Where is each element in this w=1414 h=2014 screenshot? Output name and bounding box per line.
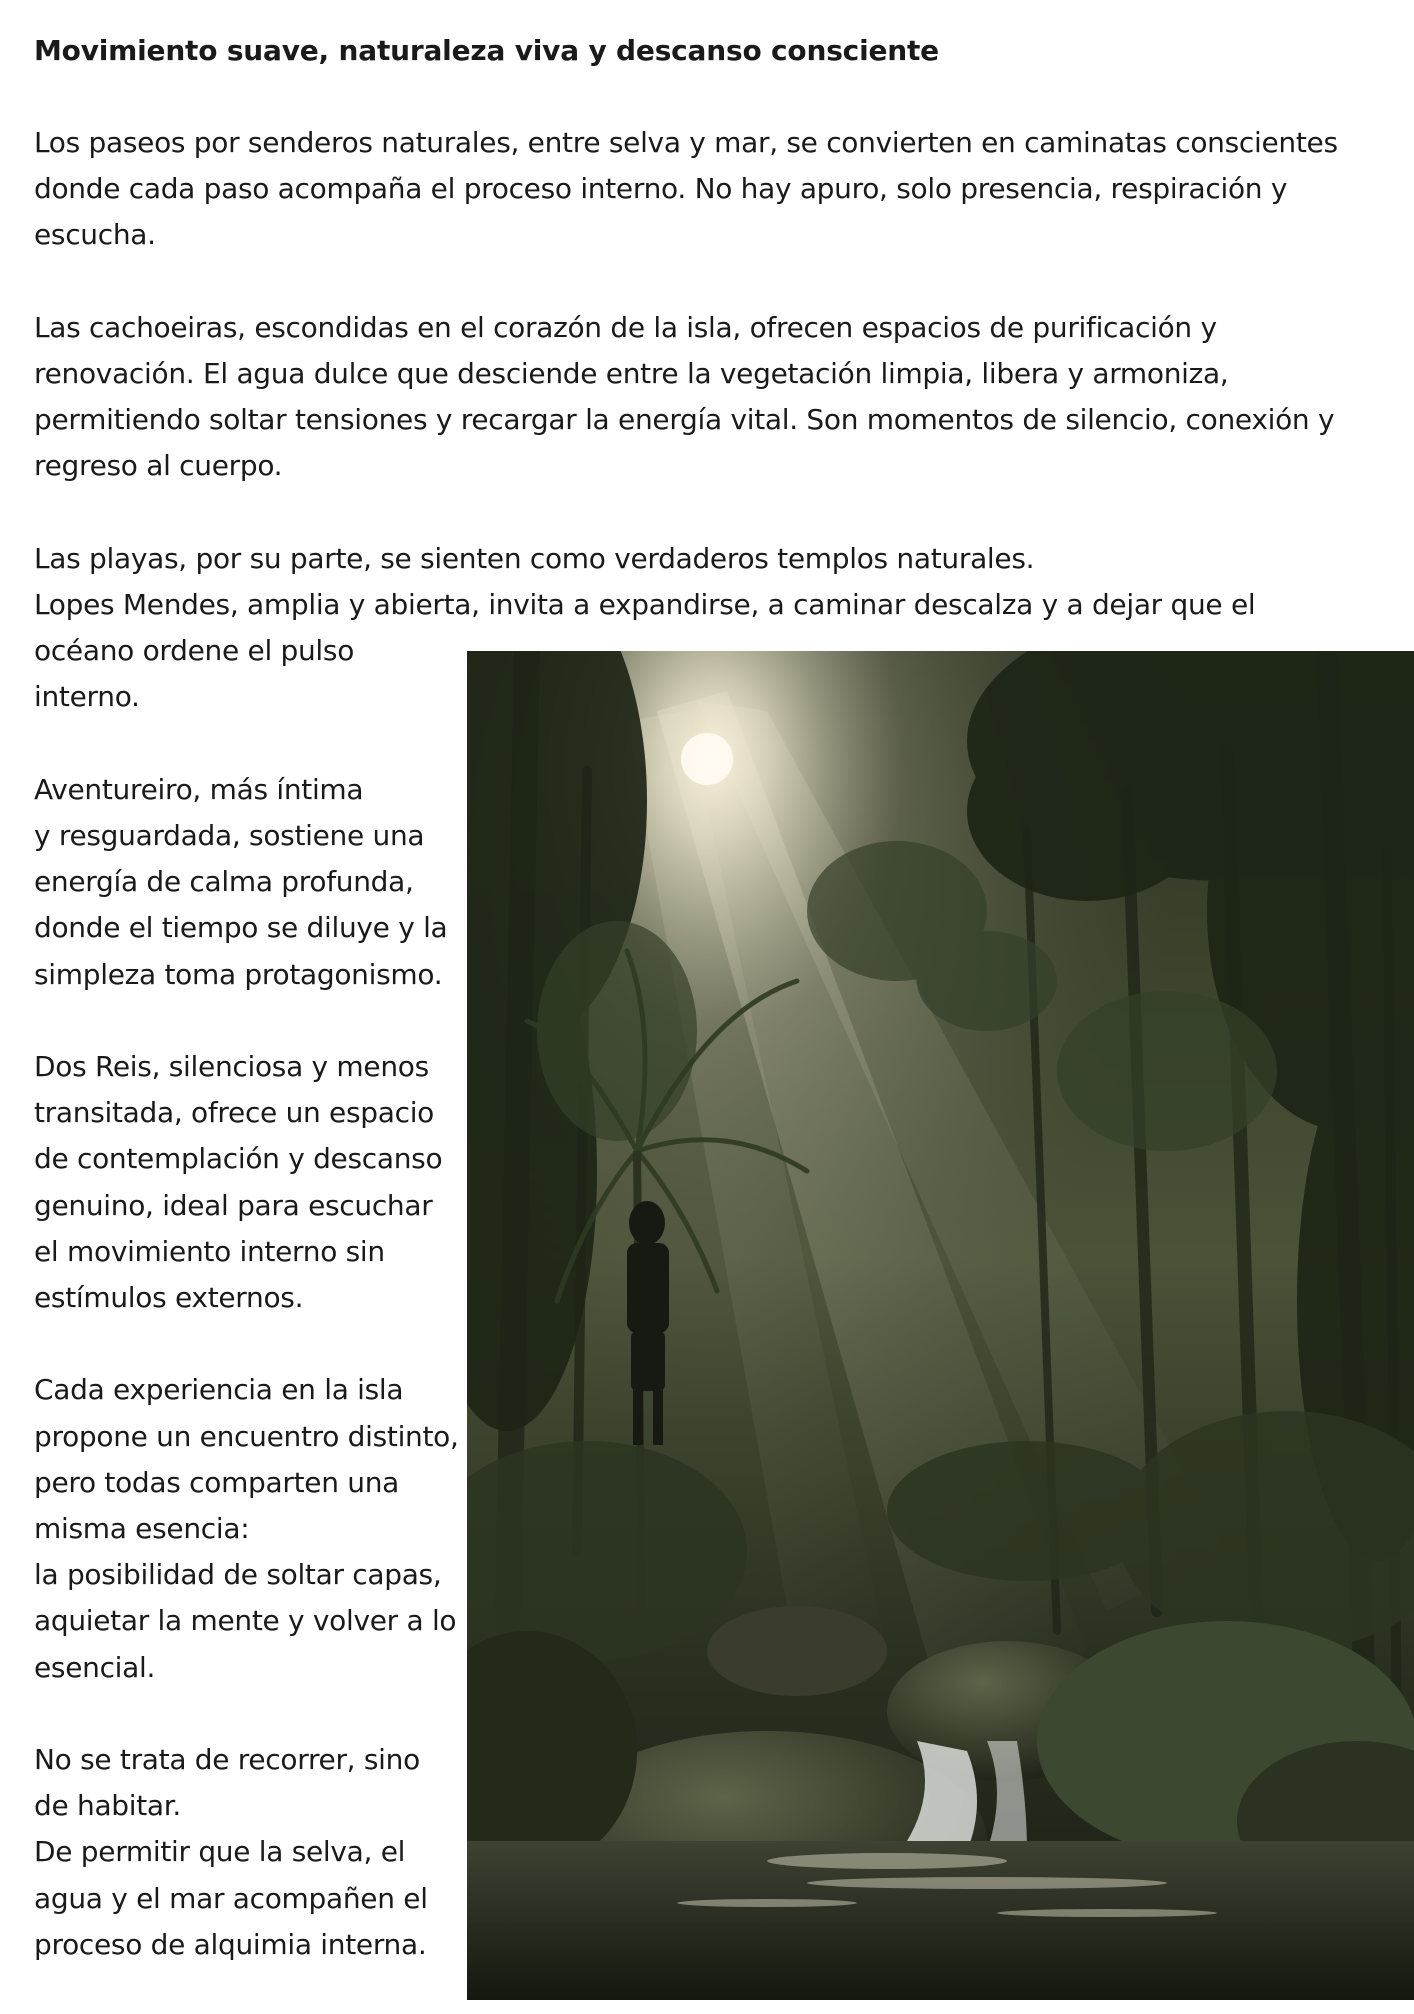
text-line: Cada experiencia en la isla: [34, 1373, 404, 1407]
text-line: escucha.: [34, 218, 156, 252]
text-line: Aventureiro, más íntima: [34, 772, 364, 806]
text-line: el movimiento interno sin: [34, 1234, 385, 1268]
text-line: océano ordene el pulso: [34, 634, 355, 668]
text-line: Los paseos por senderos naturales, entre selva y mar, se convierten en caminatas conscientes: [34, 126, 1338, 159]
paragraph-senderos: [34, 120, 1394, 259]
text-line: agua y el mar acompañen el: [34, 1881, 428, 1915]
paragraph-habitar: [34, 1737, 464, 1968]
text-line: estímulos externos.: [34, 1281, 304, 1315]
text-line: De permitir que la selva, el: [34, 1835, 406, 1869]
text-line: Las playas, por su parte, se sienten como verdaderos templos naturales.: [34, 541, 1035, 575]
text-line: Lopes Mendes, amplia y abierta, invita a expandirse, a caminar descalza y a dejar que el: [34, 588, 1256, 621]
paragraph-experiencia: [34, 1367, 464, 1690]
text-line: de contemplación y descanso: [34, 1142, 443, 1176]
text-line: simpleza toma protagonismo.: [34, 957, 443, 991]
text-line: aquietar la mente y volver a lo: [34, 1604, 457, 1638]
paragraph-dos-reis: [34, 1044, 464, 1321]
text-line: donde el tiempo se diluye y la: [34, 911, 448, 945]
text-line: propone un encuentro distinto,: [34, 1419, 459, 1453]
paragraph-cachoeiras: [34, 305, 1394, 490]
paragraph-aventureiro: [34, 767, 464, 998]
text-line: Dos Reis, silenciosa y menos: [34, 1050, 429, 1083]
text-line: genuino, ideal para escuchar: [34, 1188, 433, 1222]
rainforest-waterfall-photo: [467, 651, 1414, 2000]
text-line: donde cada paso acompaña el proceso interno. No hay apuro, solo presencia, respiración y: [34, 172, 1288, 206]
text-line: la posibilidad de soltar capas,: [34, 1558, 442, 1592]
text-line: y resguardada, sostiene una: [34, 819, 425, 852]
text-line: pero todas comparten una: [34, 1465, 400, 1499]
text-line: permitiendo soltar tensiones y recargar la energía vital. Son momentos de silencio, conexión y: [34, 403, 1335, 437]
text-line: transitada, ofrece un espacio: [34, 1096, 435, 1130]
text-line: misma esencia:: [34, 1512, 250, 1546]
text-line: energía de calma profunda,: [34, 865, 414, 899]
text-line: renovación. El agua dulce que desciende entre la vegetación limpia, libera y armoniza,: [34, 357, 1229, 390]
text-line: esencial.: [34, 1650, 156, 1684]
text-line: de habitar.: [34, 1789, 182, 1823]
text-line: regreso al cuerpo.: [34, 449, 283, 483]
text-line: Las cachoeiras, escondidas en el corazón de la isla, ofrecen espacios de purificación y: [34, 310, 1217, 344]
text-line: No se trata de recorrer, sino: [34, 1743, 420, 1777]
text-line: proceso de alquimia interna.: [34, 1927, 427, 1961]
section-heading: Movimiento suave, naturaleza viva y descanso consciente: [34, 34, 939, 67]
text-line: interno.: [34, 680, 140, 714]
